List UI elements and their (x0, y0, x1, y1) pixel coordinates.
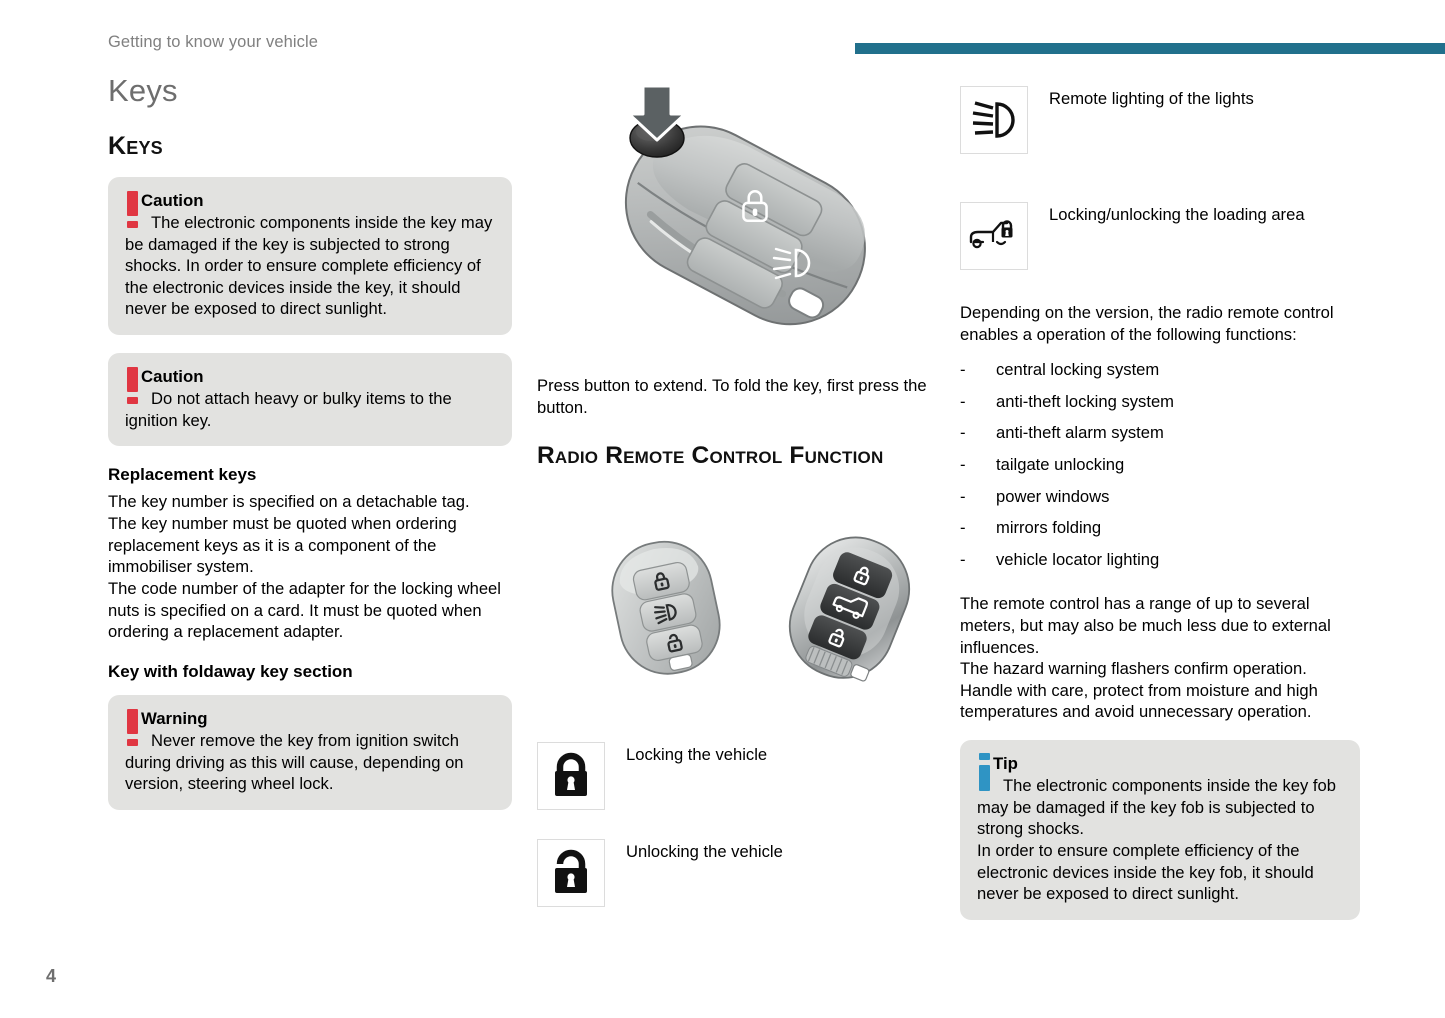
list-item-label: tailgate unlocking (996, 454, 1125, 474)
key-unlock-button-icon (830, 308, 853, 337)
tip-box (960, 740, 1360, 920)
icon-caption-unlocking-vehicle: Unlocking the vehicle (626, 842, 783, 861)
list-item (960, 359, 1360, 381)
foldaway-key-heading: Key with foldaway key section (108, 661, 353, 681)
list-item (960, 422, 1360, 444)
warning-box-label: Warning (141, 708, 208, 728)
right-column (960, 86, 1360, 938)
list-dash: - (960, 454, 966, 474)
running-head: Getting to know your vehicle (108, 33, 319, 51)
caution-box-2-label: Caution (141, 367, 204, 387)
replacement-paragraph-3: The code number of the adapter for the locking wheel nuts is specified on a card. It must be quoted when ordering a replacement adapter. (108, 578, 501, 642)
tip-box-label: Tip (993, 754, 1018, 774)
warning-exclamation-icon (127, 709, 138, 746)
radio-remote-control-heading: Radio Remote Control Function (537, 442, 884, 470)
caution-box-1-body (125, 190, 495, 320)
foldable-key-illustration (559, 78, 929, 368)
caution-exclamation-icon (127, 367, 138, 404)
info-icon (979, 753, 990, 791)
replacement-keys-heading: Replacement keys (108, 465, 257, 485)
left-column (108, 75, 512, 828)
caution-box-1-text: The electronic components inside the key may be damaged if the key is subjected to strong shocks. In order to ensure complete efficiency of the electronic devices inside the key, it should never be exposed to direct sunlight. (125, 212, 493, 319)
list-item (960, 391, 1360, 413)
list-item (960, 517, 1360, 539)
list-dash: - (960, 391, 966, 411)
replacement-paragraph-2: The key number must be quoted when ordering replacement keys as it is a component of the immobiliser system. (108, 514, 457, 577)
key-fob-left (603, 533, 728, 683)
list-item-label: vehicle locator lighting (996, 549, 1160, 569)
warning-box-body (125, 708, 495, 795)
list-dash: - (960, 549, 966, 569)
warning-box-text: Never remove the key from ignition switch during driving as this will cause, depending on version, steering wheel lock. (125, 730, 464, 794)
list-item-label: central locking system (996, 360, 1160, 380)
middle-column (537, 375, 941, 489)
icon-caption-remote-lighting: Remote lighting of the lights (1049, 89, 1254, 108)
list-item-label: mirrors folding (996, 518, 1102, 538)
list-item-label: power windows (996, 486, 1110, 506)
right-paragraph-1: The remote control has a range of up to several meters, but may also be much less due to external influences. (960, 594, 1331, 657)
icon-row-locking-vehicle (537, 742, 941, 810)
key-fob-pair-illustration (570, 528, 950, 688)
caution-exclamation-icon (127, 191, 138, 228)
list-item-label: anti-theft locking system (996, 391, 1174, 411)
padlock-closed-icon (537, 742, 605, 810)
van-with-padlock-icon (960, 202, 1028, 270)
press-button-text: Press button to extend. To fold the key, first press the button. (537, 376, 927, 417)
list-dash: - (960, 518, 966, 538)
icon-caption-loading-area: Locking/unlocking the loading area (1049, 205, 1305, 224)
caution-box-2-text: Do not attach heavy or bulky items to the ignition key. (125, 389, 452, 430)
chapter-title: Keys (108, 73, 178, 108)
remote-functions-list (960, 359, 1360, 570)
list-item (960, 454, 1360, 476)
list-dash: - (960, 360, 966, 380)
right-paragraph-2: The hazard warning flashers confirm operation. Handle with care, protect from moisture and high temperatures and avoid unnecessary operation. (960, 659, 1318, 722)
headlight-beam-icon (960, 86, 1028, 154)
key-fob-right (775, 528, 925, 688)
padlock-open-icon (537, 839, 605, 907)
icon-row-unlocking-vehicle (537, 839, 941, 907)
section-heading-keys: Keys (108, 132, 163, 160)
tip-box-text-1: The electronic components inside the key fob may be damaged if the key fob is subjected to strong shocks. (977, 775, 1336, 839)
warning-box (108, 695, 512, 810)
icon-row-loading-area (960, 202, 1360, 270)
list-item-label: anti-theft alarm system (996, 423, 1164, 443)
list-item (960, 486, 1360, 508)
icon-caption-locking-vehicle: Locking the vehicle (626, 745, 768, 764)
caution-box-1 (108, 177, 512, 335)
caution-box-2 (108, 353, 512, 446)
replacement-paragraph-1: The key number is specified on a detachable tag. (108, 492, 470, 512)
list-item (960, 549, 1360, 571)
page-number: 4 (46, 966, 57, 986)
header-rule (855, 43, 1445, 54)
tip-box-body (977, 753, 1343, 905)
icon-row-remote-lighting (960, 86, 1360, 154)
tip-box-text-2: In order to ensure complete efficiency of the electronic devices inside the key fob, it should never be exposed to direct sunlight. (977, 840, 1314, 904)
list-dash: - (960, 423, 966, 443)
caution-box-2-body (125, 366, 495, 431)
middle-icon-list (537, 742, 941, 936)
list-dash: - (960, 486, 966, 506)
right-intro-paragraph: Depending on the version, the radio remote control enables a operation of the following functions: (960, 303, 1334, 344)
caution-box-1-label: Caution (141, 191, 204, 210)
